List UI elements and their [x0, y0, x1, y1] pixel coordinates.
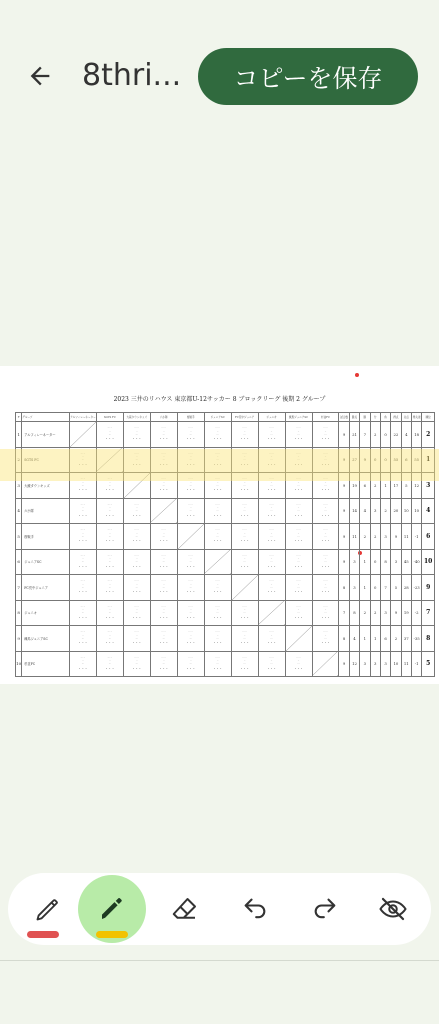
table-row [16, 651, 435, 677]
match-cell: ··· ·· ·· ··· · · · [96, 422, 123, 448]
stat-cell: 6 [380, 626, 390, 652]
stat-cell: 7 [380, 575, 390, 601]
match-cell: ··· ·· ·· ··· · · · [231, 422, 258, 448]
team-name: 六小隊 [22, 498, 70, 524]
row-number: 1 [16, 422, 22, 448]
row-number: 10 [16, 651, 22, 677]
annotation-dot [355, 373, 359, 377]
match-cell: ··· ·· ·· ··· · · · [177, 600, 204, 626]
stat-cell: 22 [391, 422, 401, 448]
rank-cell: 7 [422, 600, 435, 626]
stat-cell: 9 [339, 651, 349, 677]
pen-icon [34, 895, 62, 923]
back-button[interactable] [20, 56, 60, 96]
stat-cell: 2 [370, 524, 380, 550]
document-heading: 2023 三井のリハウス 東京都U-12サッカー 8 ブロックリーグ 後期 2 グループ [113, 396, 326, 403]
match-cell: ··· ·· ·· ··· · · · [285, 422, 312, 448]
stat-cell: 2 [360, 524, 370, 550]
top-app-bar [0, 0, 439, 160]
stat-cell: 6 [360, 473, 370, 499]
row-number: 9 [16, 626, 22, 652]
rank-cell: 5 [422, 651, 435, 677]
stat-cell: 11 [401, 651, 411, 677]
match-cell: ··· ·· ·· ··· · · · [123, 626, 150, 652]
table-row [16, 626, 435, 652]
rank-cell: 6 [422, 524, 435, 550]
stat-cell: -2 [411, 600, 421, 626]
match-cell: ··· ·· ·· ··· · · · [177, 626, 204, 652]
match-cell: ··· ·· ·· ··· · · · [96, 498, 123, 524]
redo-icon [311, 895, 339, 923]
match-cell: ··· ·· ·· ··· · · · [231, 447, 258, 473]
match-cell: ··· ·· ·· ··· · · · [231, 549, 258, 575]
match-cell: ··· ·· ·· ··· · · · [69, 651, 96, 677]
match-cell: ··· ·· ·· ··· · · · [285, 447, 312, 473]
header-team: ジュニオ [258, 413, 285, 422]
match-cell: ··· ·· ·· ··· · · · [69, 575, 96, 601]
match-cell: ··· ·· ·· ··· · · · [96, 549, 123, 575]
match-cell: ··· ·· ·· ··· · · · [123, 422, 150, 448]
match-cell: ··· ·· ·· ··· · · · [69, 473, 96, 499]
match-cell: ··· ·· ·· ··· · · · [204, 447, 231, 473]
stat-cell: 20 [391, 498, 401, 524]
stat-cell: 1 [360, 575, 370, 601]
match-cell: ··· ·· ·· ··· · · · [69, 524, 96, 550]
save-copy-button[interactable]: コピーを保存 [198, 48, 418, 105]
match-cell: ··· ·· ·· ··· · · · [312, 498, 339, 524]
row-number: 4 [16, 498, 22, 524]
stat-cell: 11 [349, 524, 359, 550]
match-cell: ··· ·· ·· ··· · · · [258, 422, 285, 448]
undo-icon [241, 895, 269, 923]
arrow-back-icon [26, 62, 54, 90]
header-team: 六小隊 [150, 413, 177, 422]
match-cell: ··· ·· ·· ··· · · · [150, 626, 177, 652]
team-name: ジュニアSC [22, 549, 70, 575]
match-cell: ··· ·· ·· ··· · · · [123, 524, 150, 550]
stat-cell: 19 [401, 600, 411, 626]
match-cell: ··· ·· ·· ··· · · · [150, 575, 177, 601]
eraser-icon [170, 894, 200, 924]
stat-cell: 45 [401, 549, 411, 575]
header-team: ジュニアSC [204, 413, 231, 422]
stat-cell: 12 [349, 651, 359, 677]
stat-cell: 9 [339, 524, 349, 550]
stat-cell: 7 [360, 422, 370, 448]
match-cell: ··· ·· ·· ··· · · · [285, 524, 312, 550]
team-name: 練馬ジュニアSC [22, 626, 70, 652]
match-cell: ··· ·· ·· ··· · · · [312, 549, 339, 575]
match-cell: ··· ·· ·· ··· · · · [312, 473, 339, 499]
stat-cell: 27 [349, 447, 359, 473]
rank-cell: 9 [422, 575, 435, 601]
match-cell: ··· ·· ·· ··· · · · [312, 600, 339, 626]
stat-cell: -35 [411, 626, 421, 652]
table-row [16, 524, 435, 550]
stat-cell: 37 [401, 626, 411, 652]
diagonal-cell [150, 498, 177, 524]
undo-button[interactable] [230, 884, 280, 934]
pen-color-swatch [27, 931, 59, 938]
diagonal-cell [258, 600, 285, 626]
match-cell: ··· ·· ·· ··· · · · [150, 473, 177, 499]
team-name: アルフィレーネーター [22, 422, 70, 448]
team-name: 桜戦手 [22, 524, 70, 550]
stat-cell: 3 [380, 524, 390, 550]
stat-cell: 0 [370, 549, 380, 575]
pen-tool-button[interactable] [23, 884, 73, 934]
header-team: 大蔵タウンキッズ [123, 413, 150, 422]
match-cell: ··· ·· ·· ··· · · · [96, 473, 123, 499]
stat-cell: 1 [370, 626, 380, 652]
match-cell: ··· ·· ·· ··· · · · [231, 498, 258, 524]
stat-cell: -1 [411, 524, 421, 550]
stat-cell: 8 [339, 626, 349, 652]
stat-cell: 10 [391, 651, 401, 677]
match-cell: ··· ·· ·· ··· · · · [285, 473, 312, 499]
match-cell: ··· ·· ·· ··· · · · [204, 524, 231, 550]
stat-cell: -23 [411, 575, 421, 601]
header-stat: 得点 [391, 413, 401, 422]
header-stat: 得失差 [411, 413, 421, 422]
match-cell: ··· ·· ·· ··· · · · [69, 549, 96, 575]
stat-cell: 2 [360, 600, 370, 626]
stat-cell: 3 [380, 651, 390, 677]
match-cell: ··· ·· ·· ··· · · · [96, 626, 123, 652]
stat-cell: -1 [411, 651, 421, 677]
table-row [16, 575, 435, 601]
stat-cell: 17 [391, 473, 401, 499]
match-cell: ··· ·· ·· ··· · · · [177, 447, 204, 473]
match-cell: ··· ·· ·· ··· · · · [96, 600, 123, 626]
match-cell: ··· ·· ·· ··· · · · [96, 651, 123, 677]
stat-cell: 10 [411, 498, 421, 524]
match-cell: ··· ·· ·· ··· · · · [150, 651, 177, 677]
rank-cell: 10 [422, 549, 435, 575]
header-group-label: グループ [22, 413, 70, 422]
match-cell: ··· ·· ·· ··· · · · [312, 524, 339, 550]
stat-cell: 9 [339, 422, 349, 448]
header-stat: 試合数 [339, 413, 349, 422]
stat-cell: 5 [401, 473, 411, 499]
match-cell: ··· ·· ·· ··· · · · [177, 422, 204, 448]
match-cell: ··· ·· ·· ··· · · · [204, 575, 231, 601]
match-cell: ··· ·· ·· ··· · · · [150, 600, 177, 626]
stat-cell: 9 [391, 600, 401, 626]
header-team: FC荒中ジュニア [231, 413, 258, 422]
document-title: 8thri... [82, 58, 182, 93]
stat-cell: 12 [411, 473, 421, 499]
redo-button[interactable] [300, 884, 350, 934]
stat-cell: 0 [370, 447, 380, 473]
header-team: SGTS FC [96, 413, 123, 422]
annotation-toolbar [8, 873, 431, 945]
match-cell: ··· ·· ·· ··· · · · [177, 651, 204, 677]
stat-cell: 9 [339, 549, 349, 575]
team-name: SGTS FC [22, 447, 70, 473]
match-cell: ··· ·· ·· ··· · · · [150, 422, 177, 448]
match-cell: ··· ·· ·· ··· · · · [231, 473, 258, 499]
row-number: 7 [16, 575, 22, 601]
stat-cell: 5 [391, 575, 401, 601]
stat-cell: 8 [339, 575, 349, 601]
table-row [16, 422, 435, 448]
stat-cell: 3 [360, 651, 370, 677]
match-cell: ··· ·· ·· ··· · · · [258, 575, 285, 601]
stat-cell: 4 [401, 422, 411, 448]
row-number: 5 [16, 524, 22, 550]
match-cell: ··· ·· ·· ··· · · · [231, 651, 258, 677]
match-cell: ··· ·· ·· ··· · · · [150, 549, 177, 575]
stat-cell: 14 [349, 498, 359, 524]
stat-cell: 4 [360, 498, 370, 524]
stat-cell: 1 [380, 473, 390, 499]
stat-cell: 0 [370, 575, 380, 601]
stat-cell: 2 [370, 473, 380, 499]
stat-cell: 19 [349, 473, 359, 499]
stat-cell: -40 [411, 549, 421, 575]
header-stat: 分 [370, 413, 380, 422]
match-cell: ··· ·· ·· ··· · · · [285, 600, 312, 626]
match-cell: ··· ·· ·· ··· · · · [123, 651, 150, 677]
match-cell: ··· ·· ·· ··· · · · [204, 473, 231, 499]
stat-cell: 3 [349, 549, 359, 575]
match-cell: ··· ·· ·· ··· · · · [69, 626, 96, 652]
diagonal-cell [204, 549, 231, 575]
row-number: 6 [16, 549, 22, 575]
stat-cell: 9 [360, 447, 370, 473]
match-cell: ··· ·· ·· ··· · · · [204, 626, 231, 652]
stat-cell: 2 [391, 626, 401, 652]
match-cell: ··· ·· ·· ··· · · · [258, 447, 285, 473]
match-cell: ··· ·· ·· ··· · · · [285, 651, 312, 677]
stat-cell: 18 [411, 422, 421, 448]
stat-cell: 3 [349, 575, 359, 601]
match-cell: ··· ·· ·· ··· · · · [150, 447, 177, 473]
team-name: 杉並FC [22, 651, 70, 677]
match-cell: ··· ·· ·· ··· · · · [177, 549, 204, 575]
diagonal-cell [312, 651, 339, 677]
match-cell: ··· ·· ·· ··· · · · [258, 498, 285, 524]
match-cell: ··· ·· ·· ··· · · · [258, 651, 285, 677]
team-name: FC荒中ジュニア [22, 575, 70, 601]
stat-cell: 0 [380, 422, 390, 448]
stat-cell: 1 [360, 549, 370, 575]
stat-cell: 9 [391, 524, 401, 550]
match-cell: ··· ·· ·· ··· · · · [123, 549, 150, 575]
highlighter-icon [97, 894, 127, 924]
stat-cell: 4 [349, 626, 359, 652]
match-cell: ··· ·· ·· ··· · · · [204, 600, 231, 626]
diagonal-cell [231, 575, 258, 601]
match-cell: ··· ·· ·· ··· · · · [123, 575, 150, 601]
stat-cell: 10 [401, 498, 411, 524]
table-row [16, 549, 435, 575]
stat-cell: 7 [339, 600, 349, 626]
match-cell: ··· ·· ·· ··· · · · [285, 575, 312, 601]
match-cell: ··· ·· ·· ··· · · · [69, 447, 96, 473]
match-cell: ··· ·· ·· ··· · · · [258, 524, 285, 550]
match-cell: ··· ·· ·· ··· · · · [123, 600, 150, 626]
stat-cell: 2 [370, 600, 380, 626]
stat-cell: 8 [380, 549, 390, 575]
stat-cell: 21 [349, 422, 359, 448]
stat-cell: 11 [401, 524, 411, 550]
match-cell: ··· ·· ·· ··· · · · [177, 473, 204, 499]
match-cell: ··· ·· ·· ··· · · · [204, 498, 231, 524]
match-cell: ··· ·· ·· ··· · · · [258, 549, 285, 575]
match-cell: ··· ·· ·· ··· · · · [177, 575, 204, 601]
stat-cell: 2 [370, 422, 380, 448]
match-cell: ··· ·· ·· ··· · · · [285, 498, 312, 524]
match-cell: ··· ·· ·· ··· · · · [204, 651, 231, 677]
highlighter-tool-button[interactable] [87, 884, 137, 934]
eraser-tool-button[interactable] [160, 884, 210, 934]
eye-off-icon [378, 894, 408, 924]
match-cell: ··· ·· ·· ··· · · · [177, 498, 204, 524]
stat-cell: 0 [380, 447, 390, 473]
row-number: 2 [16, 447, 22, 473]
match-cell: ··· ·· ·· ··· · · · [69, 600, 96, 626]
header-cell: F [16, 413, 22, 422]
rank-cell: 1 [422, 447, 435, 473]
stat-cell: 2 [380, 498, 390, 524]
highlighter-color-swatch [96, 931, 128, 938]
rank-cell: 8 [422, 626, 435, 652]
match-cell: ··· ·· ·· ··· · · · [204, 422, 231, 448]
diagonal-cell [69, 422, 96, 448]
rank-cell: 3 [422, 473, 435, 499]
stat-cell: 3 [380, 600, 390, 626]
match-cell: ··· ·· ·· ··· · · · [123, 498, 150, 524]
match-cell: ··· ·· ·· ··· · · · [231, 600, 258, 626]
header-stat: 勝 [360, 413, 370, 422]
stat-cell: 3 [391, 549, 401, 575]
stat-cell: 1 [360, 626, 370, 652]
header-team: 練馬ジュニアSC [285, 413, 312, 422]
rank-cell: 4 [422, 498, 435, 524]
hide-annotations-button[interactable] [368, 884, 418, 934]
table-header-row [16, 413, 435, 422]
match-cell: ··· ·· ·· ··· · · · [285, 549, 312, 575]
stat-cell: 9 [339, 447, 349, 473]
stat-cell: 55 [411, 447, 421, 473]
match-cell: ··· ·· ·· ··· · · · [312, 422, 339, 448]
stat-cell: 28 [401, 575, 411, 601]
nav-divider [0, 960, 439, 961]
stat-cell: 6 [401, 447, 411, 473]
stat-cell: 8 [349, 600, 359, 626]
match-cell: ··· ·· ·· ··· · · · [258, 473, 285, 499]
match-cell: ··· ·· ·· ··· · · · [231, 626, 258, 652]
match-cell: ··· ·· ·· ··· · · · [150, 524, 177, 550]
row-number: 8 [16, 600, 22, 626]
match-cell: ··· ·· ·· ··· · · · [312, 626, 339, 652]
table-row [16, 600, 435, 626]
stat-cell: 3 [370, 498, 380, 524]
match-cell: ··· ·· ·· ··· · · · [312, 575, 339, 601]
match-cell: ··· ·· ·· ··· · · · [312, 447, 339, 473]
header-team: アルフィレーネーター [69, 413, 96, 422]
stat-cell: 9 [339, 498, 349, 524]
diagonal-cell [285, 626, 312, 652]
rank-cell: 2 [422, 422, 435, 448]
header-team: 桜戦手 [177, 413, 204, 422]
match-cell: ··· ·· ·· ··· · · · [258, 626, 285, 652]
header-stat: 負 [380, 413, 390, 422]
team-name: 大蔵タウンキッズ [22, 473, 70, 499]
stat-cell: 9 [339, 473, 349, 499]
stat-cell: 3 [370, 651, 380, 677]
header-stat: 勝点 [349, 413, 359, 422]
match-cell: ··· ·· ·· ··· · · · [96, 575, 123, 601]
match-cell: ··· ·· ·· ··· · · · [69, 498, 96, 524]
match-cell: ··· ·· ·· ··· · · · [123, 447, 150, 473]
header-stat: 順位 [422, 413, 435, 422]
team-name: ジュニオ [22, 600, 70, 626]
header-team: 杉並FC [312, 413, 339, 422]
table-row [16, 498, 435, 524]
diagonal-cell [177, 524, 204, 550]
match-cell: ··· ·· ·· ··· · · · [96, 524, 123, 550]
match-cell: ··· ·· ·· ··· · · · [231, 524, 258, 550]
header-stat: 失点 [401, 413, 411, 422]
row-number: 3 [16, 473, 22, 499]
stat-cell: 55 [391, 447, 401, 473]
document-preview [0, 366, 439, 684]
highlighter-stroke [0, 449, 439, 481]
